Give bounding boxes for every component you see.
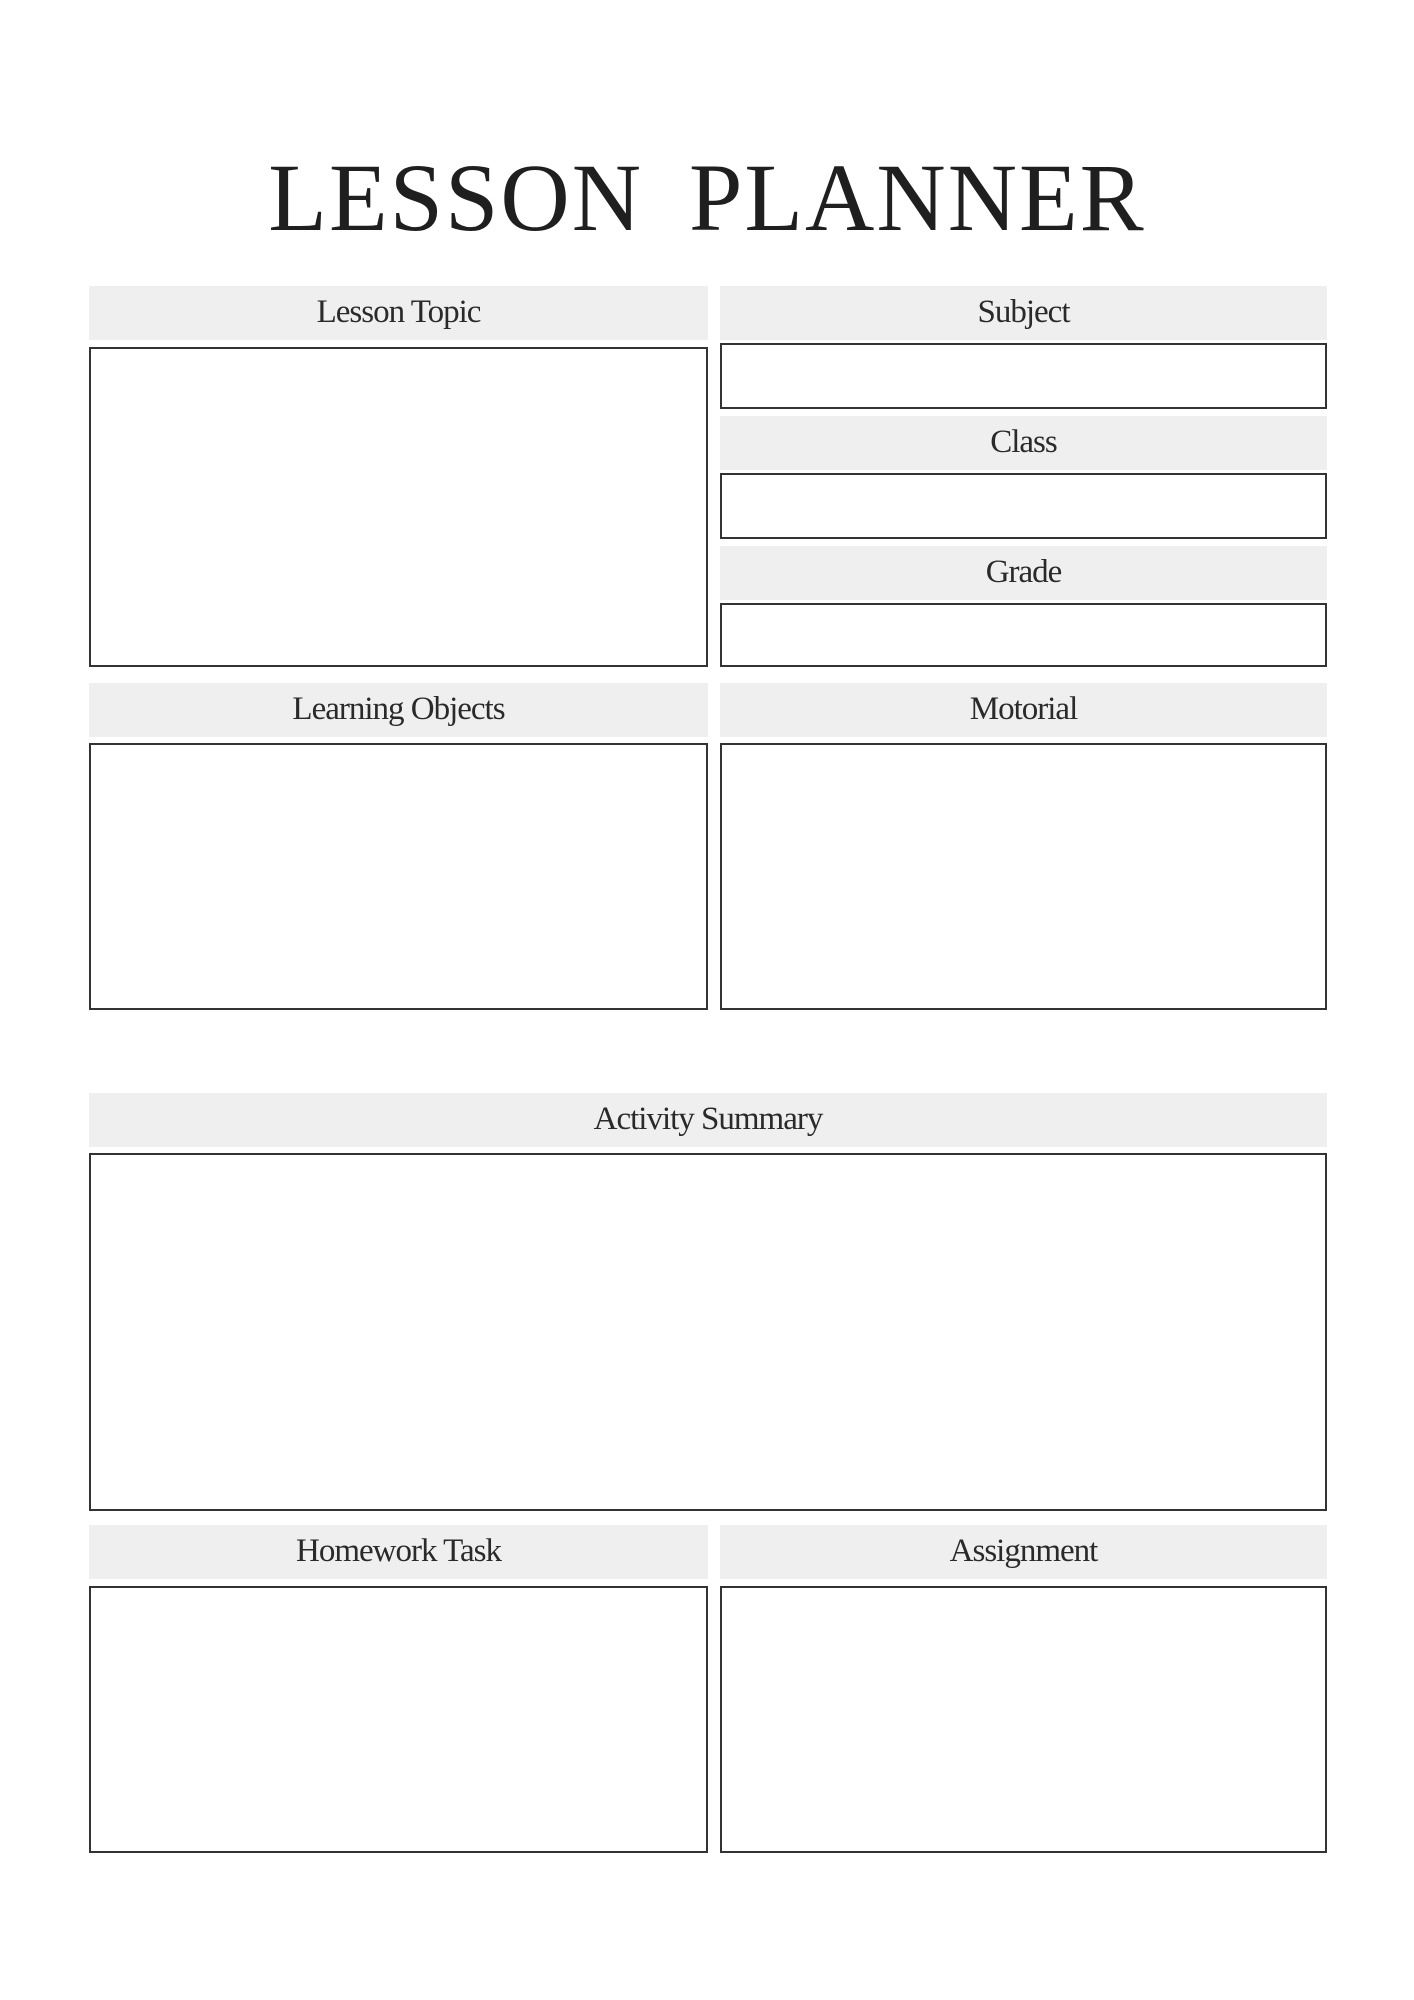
motorial-label: Motorial: [720, 683, 1327, 737]
motorial-field[interactable]: [720, 743, 1327, 1010]
assignment-field[interactable]: [720, 1586, 1327, 1853]
class-label: Class: [720, 416, 1327, 470]
page-title: LESSON PLANNER: [268, 144, 1146, 251]
subject-field[interactable]: [720, 343, 1327, 409]
learning-objects-field[interactable]: [89, 743, 708, 1010]
subject-label: Subject: [720, 286, 1327, 340]
homework-task-field[interactable]: [89, 1586, 708, 1853]
grade-field[interactable]: [720, 603, 1327, 667]
assignment-label: Assignment: [720, 1525, 1327, 1579]
class-field[interactable]: [720, 473, 1327, 539]
activity-summary-label: Activity Summary: [89, 1093, 1327, 1147]
lesson-topic-field[interactable]: [89, 347, 708, 667]
grade-label: Grade: [720, 546, 1327, 600]
learning-objects-label: Learning Objects: [89, 683, 708, 737]
homework-task-label: Homework Task: [89, 1525, 708, 1579]
activity-summary-field[interactable]: [89, 1153, 1327, 1511]
lesson-topic-label: Lesson Topic: [89, 286, 708, 340]
